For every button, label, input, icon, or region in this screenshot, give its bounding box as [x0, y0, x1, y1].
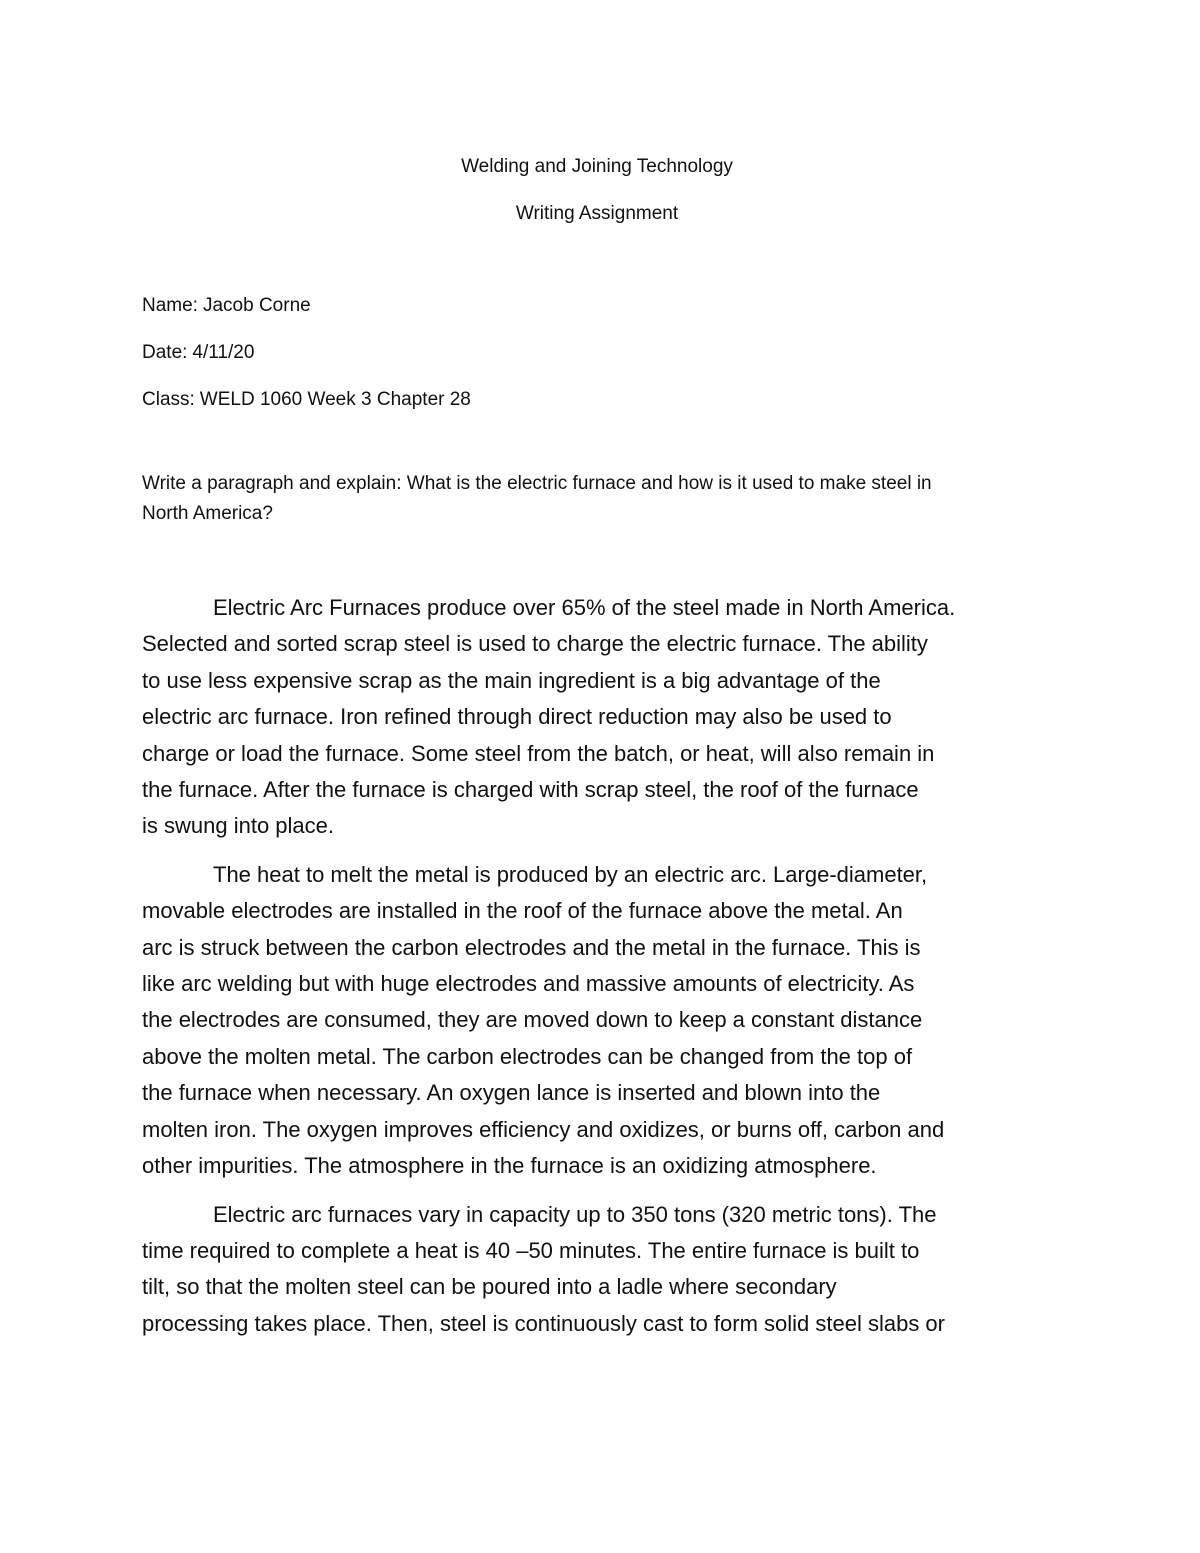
- text-line: time required to complete a heat is 40 –50 minutes. The entire furnace is built to: [142, 1237, 920, 1263]
- name-line: [142, 282, 1062, 329]
- date-value: 4/11/20: [192, 342, 255, 363]
- student-info: [142, 282, 1062, 423]
- text-line: processing takes place. Then, steel is continuously cast to form solid steel slabs or: [142, 1310, 945, 1336]
- text-line: the furnace. After the furnace is charged with scrap steel, the roof of the furnace: [142, 777, 919, 803]
- paragraph-3: [142, 1197, 1062, 1343]
- assignment-prompt: [142, 469, 1062, 529]
- essay-body: [142, 590, 1062, 1354]
- text-line: Electric arc furnaces vary in capacity up to 350 tons (320 metric tons). The: [213, 1201, 937, 1227]
- name-value: Jacob Corne: [202, 295, 311, 316]
- prompt-line: North America?: [142, 503, 273, 524]
- document-header: [0, 143, 1194, 237]
- text-line: is swung into place.: [142, 813, 334, 839]
- text-line: tilt, so that the molten steel can be poured into a ladle where secondary: [142, 1274, 837, 1300]
- class-line: [142, 376, 1062, 423]
- text-line: Electric Arc Furnaces produce over 65% of the steel made in North America.: [213, 595, 956, 620]
- text-line: the furnace when necessary. An oxygen lance is inserted and blown into the: [142, 1080, 881, 1106]
- text-line: above the molten metal. The carbon electrodes can be changed from the top of: [142, 1043, 913, 1069]
- date-line: [142, 329, 1062, 376]
- paragraph-2: [142, 857, 1062, 1185]
- text-line: Selected and sorted scrap steel is used to charge the electric furnace. The ability: [142, 631, 928, 657]
- class-label: Class:: [142, 389, 195, 410]
- text-line: The heat to melt the metal is produced by an electric arc. Large-diameter,: [213, 861, 928, 887]
- prompt-line: Write a paragraph and explain: What is the electric furnace and how is it used to make steel in: [142, 473, 932, 494]
- text-line: electric arc furnace. Iron refined through direct reduction may also be used to: [142, 704, 892, 730]
- text-line: other impurities. The atmosphere in the furnace is an oxidizing atmosphere.: [142, 1153, 877, 1179]
- course-title: Welding and Joining Technology: [461, 156, 733, 177]
- class-value: WELD 1060 Week 3 Chapter 28: [199, 389, 471, 410]
- paragraph-1: [142, 590, 1062, 845]
- text-line: the electrodes are consumed, they are moved down to keep a constant distance: [142, 1007, 923, 1033]
- assignment-type: Writing Assignment: [515, 203, 679, 224]
- text-line: molten iron. The oxygen improves efficiency and oxidizes, or burns off, carbon and: [142, 1116, 945, 1142]
- text-line: movable electrodes are installed in the roof of the furnace above the metal. An: [142, 898, 903, 924]
- name-label: Name:: [142, 295, 198, 316]
- text-line: like arc welding but with huge electrodes and massive amounts of electricity. As: [142, 971, 915, 997]
- text-line: arc is struck between the carbon electrodes and the metal in the furnace. This is: [142, 934, 921, 960]
- date-label: Date:: [142, 342, 188, 363]
- text-line: to use less expensive scrap as the main ingredient is a big advantage of the: [142, 667, 881, 693]
- text-line: charge or load the furnace. Some steel from the batch, or heat, will also remain in: [142, 740, 935, 766]
